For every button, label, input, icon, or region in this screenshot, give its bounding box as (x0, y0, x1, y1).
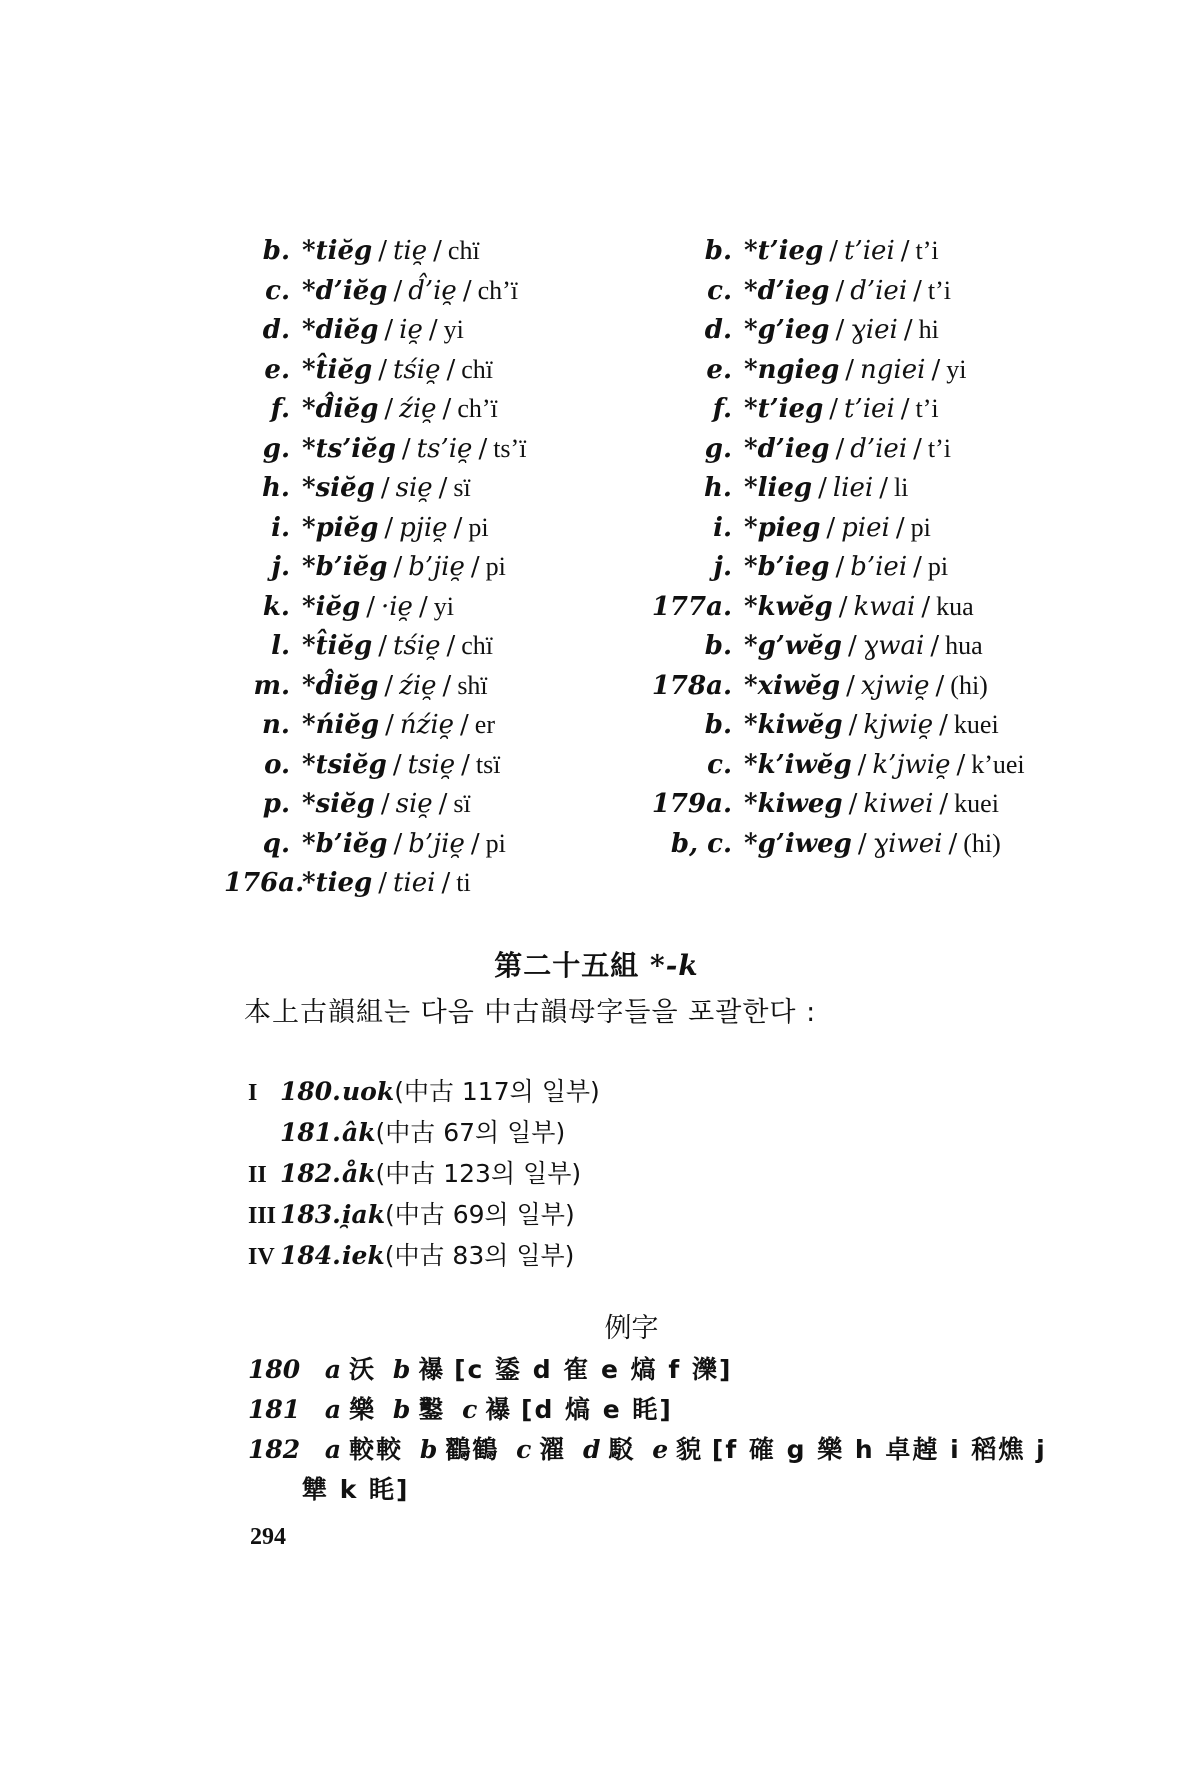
archaic-reading: *ngieg (744, 354, 840, 385)
entry-label: e. (706, 354, 732, 385)
archaic-reading: *g’ieg (744, 315, 830, 345)
modern-reading: pi (927, 552, 949, 581)
entry-label: i. (271, 512, 290, 543)
left-column (224, 236, 526, 908)
entry-label: b. (262, 236, 290, 266)
section-title-suffix: *-k (650, 949, 699, 982)
entry-row: b, c. *g’iweg / ɣiwei / (hi) (650, 829, 1025, 869)
ancient-reading: kiwei (863, 789, 934, 819)
entry-row: k. *iĕg / ·ie̯ / yi (224, 592, 526, 632)
entry-label: c. (707, 749, 732, 780)
final-note: (中古 67의 일부) (375, 1118, 566, 1147)
final-row (248, 1236, 600, 1277)
modern-reading: ts’ï (493, 433, 527, 463)
entry-label: g. (262, 433, 290, 464)
entry-row: g. *d’ieg / d’iei / t’i (650, 434, 1025, 474)
final-note: (中古 69의 일부) (385, 1200, 575, 1229)
final-form: i̯ak (342, 1200, 386, 1229)
modern-reading: k’uei (971, 749, 1025, 779)
modern-reading: li (893, 473, 909, 502)
example-character: 鸐鶴 (445, 1435, 500, 1464)
modern-reading: shï (457, 670, 488, 700)
final-row (248, 1154, 600, 1195)
modern-reading: ch’ï (477, 275, 519, 305)
ancient-reading: b’jie̯ (408, 552, 465, 582)
entry-label: c. (265, 275, 290, 306)
example-letter: e (652, 1435, 669, 1464)
modern-reading: chï (461, 354, 494, 384)
entry-row: b. *g’wĕg / ɣwai / hua (650, 631, 1025, 671)
entry-row: l. *t̂iĕg / tśie̯ / chï (224, 631, 526, 671)
modern-reading: chï (461, 631, 494, 660)
ancient-reading: tsie̯ (407, 749, 456, 780)
division-label: I (248, 1080, 258, 1106)
modern-reading: er (474, 710, 495, 739)
ancient-reading: sie̯ (395, 789, 433, 819)
archaic-reading: *g’iweg (744, 828, 852, 859)
entry-label: h. (262, 473, 290, 503)
modern-reading: tsï (475, 749, 501, 779)
example-letter: d (583, 1435, 601, 1464)
entry-label: 176a. (224, 868, 305, 898)
ancient-reading: piei (841, 512, 890, 543)
modern-reading: t’i (927, 275, 952, 305)
final-form: iek (342, 1241, 385, 1270)
example-letter: a (324, 1435, 342, 1464)
modern-reading: hua (945, 631, 983, 660)
finals-list (248, 1072, 600, 1277)
ancient-reading: pjie̯ (399, 512, 448, 543)
entry-label: 177a. (651, 591, 732, 622)
ancient-reading: sie̯ (395, 473, 433, 503)
entry-label: c. (707, 275, 732, 306)
division-label: IV (248, 1244, 275, 1270)
entry-label: j. (271, 552, 290, 582)
ancient-reading: źie̯ (399, 394, 437, 424)
final-row (248, 1072, 600, 1113)
modern-reading: sï (453, 473, 471, 502)
entry-row: p. *siĕg / sie̯ / sï (224, 789, 526, 829)
entry-row: j. *b’ieg / b’iei / pi (650, 552, 1025, 592)
entry-row: n. *ńiĕg / ńźie̯ / er (224, 710, 526, 750)
example-letter: b (392, 1355, 411, 1384)
modern-reading: t’i (915, 236, 939, 265)
archaic-reading: *b’ieg (744, 552, 830, 582)
example-letter: c (462, 1395, 478, 1424)
modern-reading: yi (946, 354, 967, 384)
entry-row: q. *b’iĕg / b’jie̯ / pi (224, 829, 526, 869)
entry-row: d. *diĕg / ie̯ / yi (224, 315, 526, 355)
archaic-reading: *tieg (302, 868, 373, 898)
section-title-text: 第二十五組 (494, 949, 640, 982)
ancient-reading: tśie̯ (392, 631, 441, 661)
entry-label: f. (270, 394, 290, 424)
ancient-reading: b’iei (850, 552, 908, 582)
entry-label: o. (264, 749, 290, 780)
entry-row: d. *g’ieg / ɣiei / hi (650, 315, 1025, 355)
entry-label: f. (712, 394, 732, 424)
entry-label: d. (262, 315, 290, 345)
example-bracket-group: [c 鋈 d 隺 e 熇 f 濼] (454, 1355, 733, 1384)
entry-label: k. (262, 591, 290, 622)
modern-reading: ti (456, 868, 471, 897)
ancient-reading: tśie̯ (392, 354, 441, 385)
archaic-reading: *t̂iĕg (302, 354, 373, 385)
ancient-reading: b’jie̯ (408, 828, 465, 859)
archaic-reading: *b’iĕg (302, 552, 388, 582)
example-number: 180 (248, 1355, 301, 1384)
entry-row: b. *tiĕg / tie̯ / chï (224, 236, 526, 276)
ancient-reading: ts’ie̯ (416, 433, 473, 464)
archaic-reading: *b’iĕg (302, 828, 388, 859)
example-character: 襮 (418, 1355, 446, 1384)
modern-reading: pi (485, 828, 506, 858)
entry-label: p. (262, 789, 290, 819)
ancient-reading: ngiei (860, 354, 926, 385)
example-number: 182 (248, 1435, 301, 1464)
ancient-reading: k’jwie̯ (872, 749, 951, 780)
entry-label: j. (713, 552, 732, 582)
archaic-reading: *t’ieg (744, 236, 824, 266)
examples-title: 例字 (604, 1313, 659, 1344)
ancient-reading: ɣiei (850, 315, 898, 345)
division-label: II (248, 1162, 267, 1188)
modern-reading: t’i (927, 433, 952, 463)
entry-row: e. *ngieg / ngiei / yi (650, 355, 1025, 395)
entry-row: i. *pieg / piei / pi (650, 513, 1025, 553)
division-label: III (248, 1203, 277, 1229)
ancient-reading: liei (832, 473, 874, 503)
ancient-reading: kjwie̯ (863, 710, 934, 740)
modern-reading: t’i (915, 394, 939, 423)
final-form: åk (342, 1159, 376, 1188)
example-letter: a (324, 1355, 342, 1384)
example-character: 樂 (349, 1395, 377, 1424)
ancient-reading: t’iei (844, 394, 895, 424)
ancient-reading: t’iei (844, 236, 895, 266)
modern-reading: yi (433, 591, 454, 621)
final-row (248, 1195, 600, 1236)
modern-reading: yi (443, 315, 464, 344)
archaic-reading: *kwĕg (744, 591, 833, 622)
example-character: 鑿 (418, 1395, 446, 1424)
example-letter: b (419, 1435, 438, 1464)
ancient-reading: tiei (392, 868, 436, 898)
entry-row: c. *d’iĕg / d̂’ie̯ / ch’ï (224, 276, 526, 316)
archaic-reading: *ts’iĕg (302, 433, 396, 464)
modern-reading: (hi) (950, 670, 988, 700)
ancient-reading: d̂’ie̯ (408, 275, 457, 306)
archaic-reading: *d̂iĕg (302, 670, 379, 701)
final-form: âk (342, 1118, 376, 1147)
entry-label: g. (704, 433, 732, 464)
entry-row: h. *siĕg / sie̯ / sï (224, 473, 526, 513)
entry-row: e. *t̂iĕg / tśie̯ / chï (224, 355, 526, 395)
archaic-reading: *diĕg (302, 315, 379, 345)
example-line-181 (248, 1390, 1048, 1430)
modern-reading: pi (468, 512, 489, 542)
entry-label: n. (262, 710, 290, 740)
archaic-reading: *pieg (744, 512, 821, 543)
example-line-182-continued (248, 1470, 1048, 1510)
final-note: (中古 123의 일부) (375, 1159, 582, 1188)
ancient-reading: ńźie̯ (399, 710, 455, 740)
example-character: 駁 (608, 1435, 636, 1464)
final-form: uok (342, 1077, 395, 1106)
entry-label: e. (264, 354, 290, 385)
modern-reading: kuei (953, 710, 999, 739)
example-character: 貌 (676, 1435, 704, 1464)
ancient-reading: ɣiwei (872, 828, 943, 859)
modern-reading: kua (936, 591, 974, 621)
section-intro: 本上古韻組는 다음 中古韻母字들을 포괄한다 : (244, 997, 817, 1028)
example-bracket-group: [f 確 g 樂 h 卓趠 i 稻燋 j (711, 1435, 1047, 1464)
archaic-reading: *d’ieg (744, 433, 830, 464)
entry-label: h. (704, 473, 732, 503)
archaic-reading: *kiwĕg (744, 710, 843, 740)
entry-row: h. *lieg / liei / li (650, 473, 1025, 513)
final-number: 182. (280, 1159, 341, 1188)
entry-row: 176a. *tieg / tiei / ti (224, 868, 471, 898)
entry-row: f. *d̂iĕg / źie̯ / ch’ï (224, 394, 526, 434)
modern-reading: hi (918, 315, 939, 344)
archaic-reading: *t̂iĕg (302, 631, 373, 661)
modern-reading: (hi) (963, 828, 1001, 858)
archaic-reading: *d’ieg (744, 275, 830, 306)
example-bracket-group: [d 熇 e 眊] (521, 1395, 673, 1424)
final-number: 183. (280, 1200, 341, 1229)
entry-row: j. *b’iĕg / b’jie̯ / pi (224, 552, 526, 592)
entry-label: l. (271, 631, 290, 661)
archaic-reading: *xiwĕg (744, 670, 841, 701)
example-character: 濯 (539, 1435, 567, 1464)
ancient-reading: tie̯ (392, 236, 428, 266)
final-note: (中古 83의 일부) (384, 1241, 575, 1270)
example-letter: b (392, 1395, 411, 1424)
archaic-reading: *t’ieg (744, 394, 824, 424)
archaic-reading: *ńiĕg (302, 710, 380, 740)
ancient-reading: xjwie̯ (860, 670, 930, 701)
page-number: 294 (250, 1524, 286, 1550)
modern-reading: chï (447, 236, 480, 265)
entry-row: f. *t’ieg / t’iei / t’i (650, 394, 1025, 434)
entry-label: b. (704, 710, 732, 740)
example-line-180 (248, 1350, 1048, 1390)
modern-reading: kuei (954, 789, 999, 818)
archaic-reading: *d̂iĕg (302, 394, 379, 424)
right-column (650, 236, 1025, 868)
example-letter: a (324, 1395, 342, 1424)
example-character: 襮 (485, 1395, 513, 1424)
entry-label: d. (704, 315, 732, 345)
entry-row: g. *ts’iĕg / ts’ie̯ / ts’ï (224, 434, 526, 474)
examples-list (248, 1350, 1048, 1510)
archaic-reading: *kiweg (744, 789, 843, 819)
ancient-reading: ie̯ (399, 315, 423, 345)
entry-row: b. *t’ieg / t’iei / t’i (650, 236, 1025, 276)
archaic-reading: *tiĕg (302, 236, 373, 266)
entry-row: o. *tsiĕg / tsie̯ / tsï (224, 750, 526, 790)
example-number: 181 (248, 1395, 301, 1424)
final-number: 180. (280, 1077, 341, 1106)
archaic-reading: *siĕg (302, 473, 375, 503)
entry-label: 179a. (651, 789, 732, 819)
example-bracket-group: 犨 k 眊] (302, 1475, 410, 1504)
entry-row: 178a. *xiwĕg / xjwie̯ / (hi) (651, 670, 988, 701)
ancient-reading: kwai (853, 591, 916, 622)
ancient-reading: ·ie̯ (380, 591, 413, 622)
archaic-reading: *d’iĕg (302, 275, 388, 306)
entry-row: 177a. *kwĕg / kwai / kua (651, 591, 974, 622)
archaic-reading: *piĕg (302, 512, 379, 543)
ancient-reading: d’iei (850, 433, 908, 464)
archaic-reading: *k’iwĕg (744, 749, 852, 780)
modern-reading: ch’ï (457, 394, 498, 423)
example-character: 較較 (349, 1435, 404, 1464)
example-letter: c (516, 1435, 532, 1464)
ancient-reading: d’iei (850, 275, 908, 306)
entry-label: i. (713, 512, 732, 543)
archaic-reading: *g’wĕg (744, 631, 842, 661)
entry-label: 178a. (651, 670, 732, 701)
archaic-reading: *lieg (744, 473, 813, 503)
modern-reading: sï (453, 789, 471, 818)
example-character: 沃 (349, 1355, 377, 1384)
final-note: (中古 117의 일부) (394, 1077, 600, 1106)
entry-label: m. (253, 670, 290, 701)
final-row (248, 1113, 600, 1154)
example-line-182 (248, 1430, 1048, 1470)
entry-label: b. (704, 236, 732, 266)
entry-row: 179a. *kiweg / kiwei / kuei (651, 789, 999, 819)
entry-row: c. *d’ieg / d’iei / t’i (650, 276, 1025, 316)
archaic-reading: *tsiĕg (302, 749, 387, 780)
archaic-reading: *iĕg (302, 591, 361, 622)
modern-reading: pi (485, 552, 506, 581)
entry-row: b. *kiwĕg / kjwie̯ / kuei (650, 710, 1025, 750)
archaic-reading: *siĕg (302, 789, 375, 819)
ancient-reading: źie̯ (399, 670, 437, 701)
entry-label: b. (704, 631, 732, 661)
section-title (0, 944, 1193, 984)
ancient-reading: ɣwai (862, 631, 925, 661)
modern-reading: pi (910, 512, 931, 542)
final-number: 184. (280, 1241, 341, 1270)
entry-row: m. *d̂iĕg / źie̯ / shï (224, 671, 526, 711)
entry-label: q. (262, 828, 290, 859)
final-number: 181. (280, 1118, 341, 1147)
entry-row: i. *piĕg / pjie̯ / pi (224, 513, 526, 553)
entry-row: c. *k’iwĕg / k’jwie̯ / k’uei (650, 750, 1025, 790)
entry-label: b, c. (670, 828, 732, 859)
